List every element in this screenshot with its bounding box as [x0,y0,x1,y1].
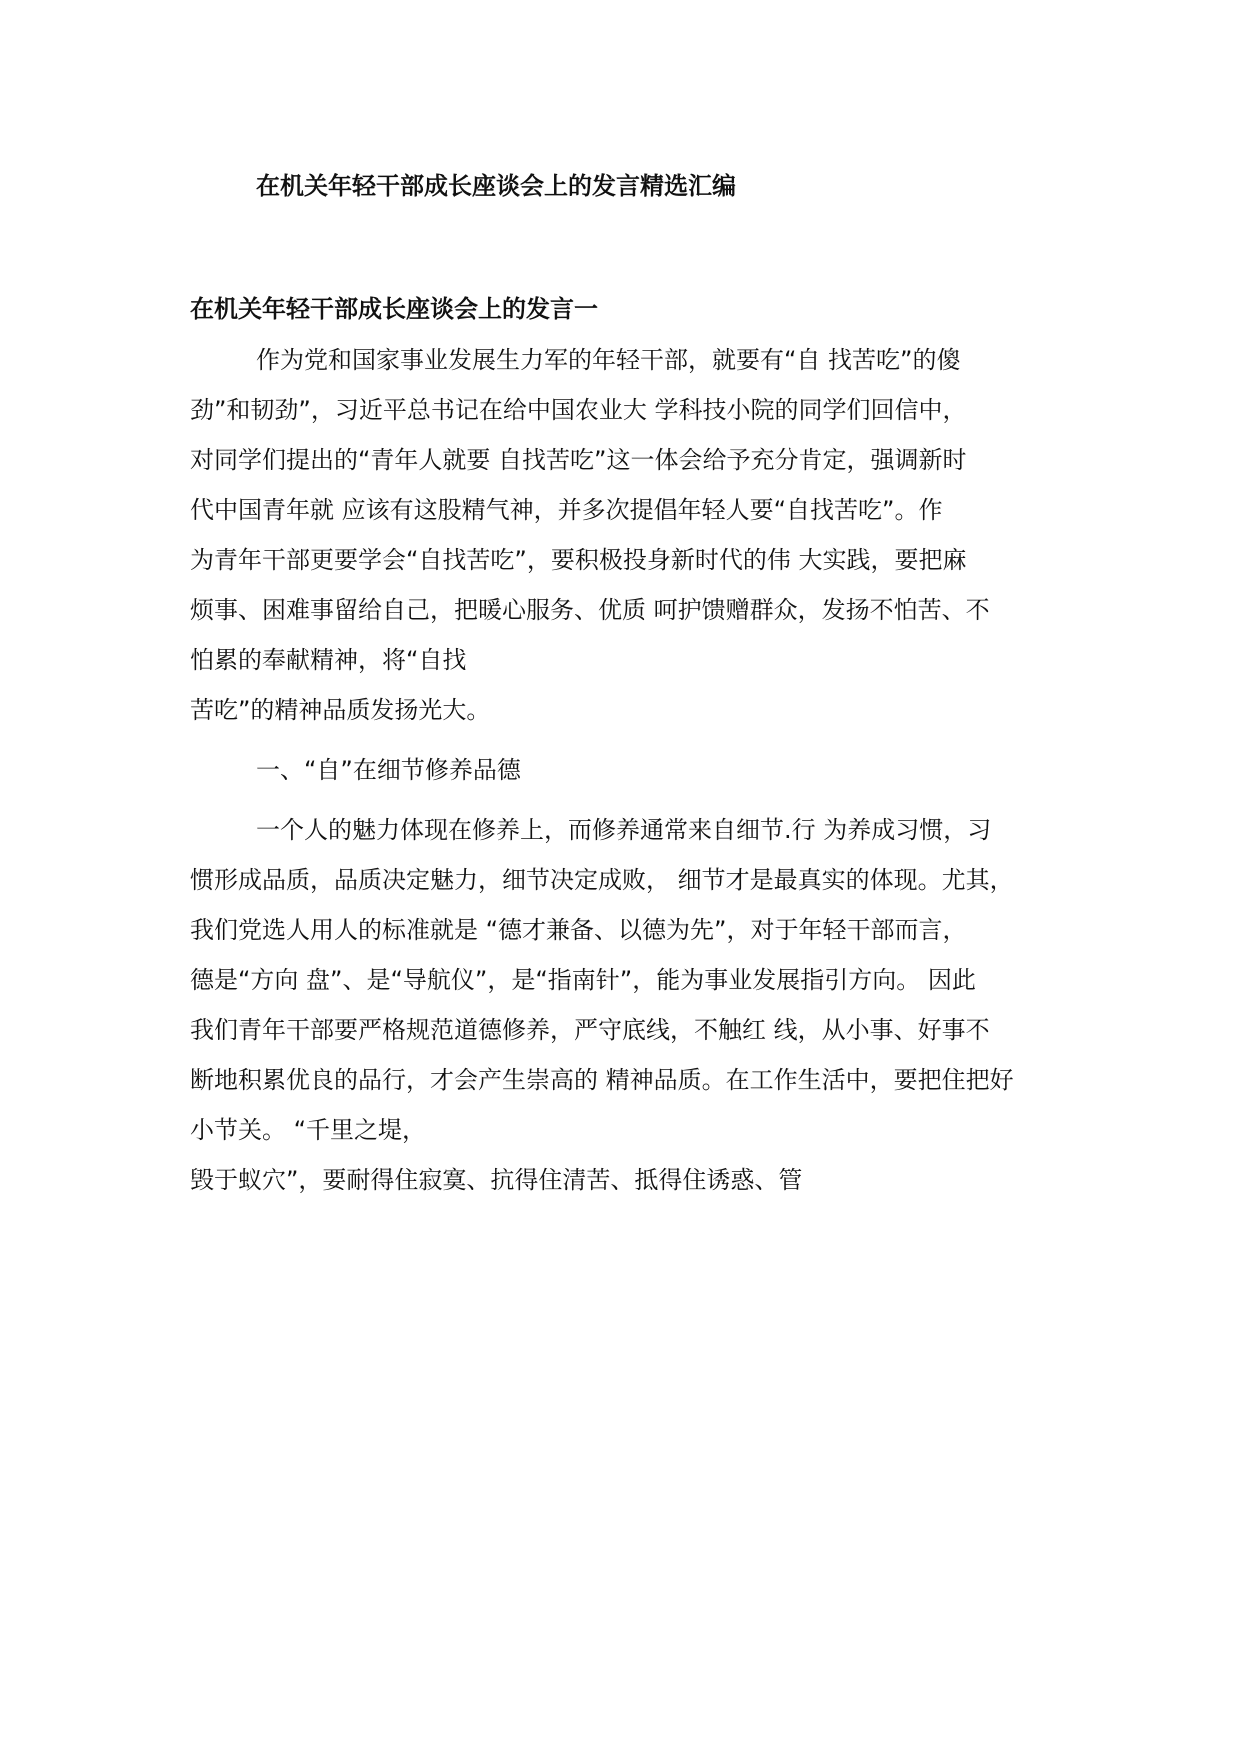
paragraph2-line: 一个人的魅力体现在修养上，而修养通常来自细节.行 为养成习惯，习 [256,816,992,844]
paragraph1-line: 对同学们提出的“青年人就要 自找苦吃”这一体会给予充分肯定，强调新时 [190,446,967,474]
paragraph1-line: 苦吃”的精神品质发扬光大。 [190,696,491,724]
paragraph2-line: 我们党选人用人的标准就是 “德才兼备、以德为先”，对于年轻干部而言， [190,916,967,944]
paragraph1-line: 代中国青年就 应该有这股精气神，并多次提倡年轻人要“自找苦吃”。作 [190,496,943,524]
subheading: 一、“自”在细节修养品德 [256,756,521,784]
paragraph1-line: 为青年干部更要学会“自找苦吃”，要积极投身新时代的伟 大实践，要把麻 [190,546,967,574]
paragraph1-line: 劲”和韧劲”，习近平总书记在给中国农业大 学科技小院的同学们回信中， [190,396,967,424]
paragraph2-line: 小节关。 “千里之堤， [190,1116,427,1144]
paragraph2-line: 德是“方向 盘”、是“导航仪”，是“指南针”，能为事业发展指引方向。 因此 [190,966,976,994]
paragraph2-line: 毁于蚁穴”，要耐得住寂寞、抗得住清苦、抵得住诱惑、管 [190,1166,803,1194]
paragraph1-line: 怕累的奉献精神，将“自找 [190,646,467,674]
paragraph2-line: 惯形成品质，品质决定魅力，细节决定成败， 细节才是最真实的体现。尤其， [190,866,1014,894]
document-title: 在机关年轻干部成长座谈会上的发言精选汇编 [256,172,736,200]
paragraph2-line: 断地积累优良的品行，才会产生崇高的 精神品质。在工作生活中，要把住把好 [190,1066,1014,1094]
paragraph2-line: 我们青年干部要严格规范道德修养，严守底线，不触红 线，从小事、好事不 [190,1016,990,1044]
paragraph1-line: 作为党和国家事业发展生力军的年轻干部，就要有“自 找苦吃”的傻 [256,346,961,374]
section-heading: 在机关年轻干部成长座谈会上的发言一 [190,295,598,323]
paragraph1-line: 烦事、困难事留给自己，把暖心服务、优质 呵护馈赠群众，发扬不怕苦、不 [190,596,990,624]
